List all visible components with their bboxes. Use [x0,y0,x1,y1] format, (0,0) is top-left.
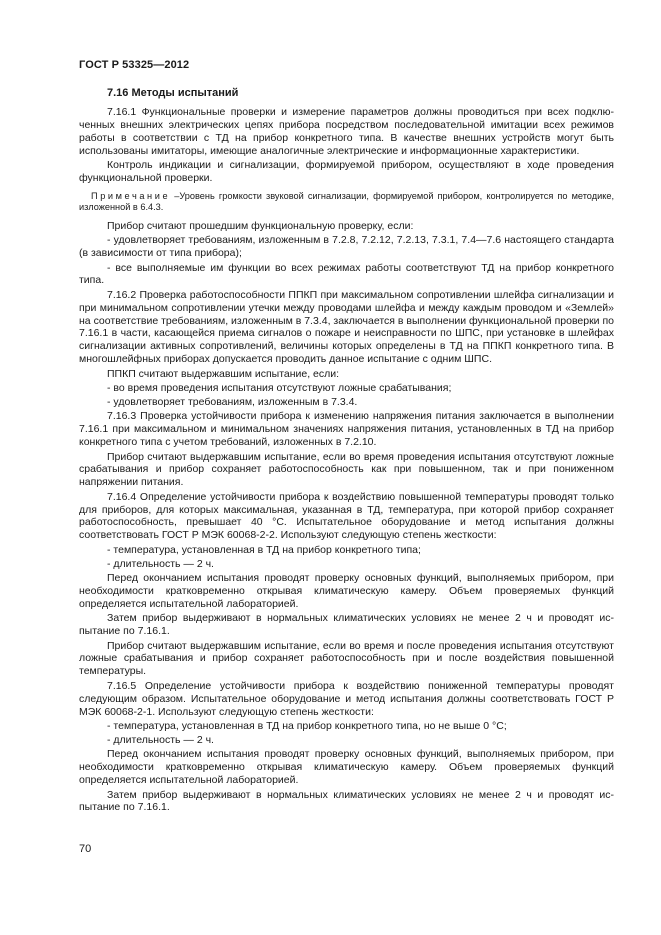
paragraph: 7.16.5 Определение устойчивости прибора к воздействию пониженной температуры проводят следующим образом. Испытательное оборудование и метод испытания должны соответствовать ГОСТ Р МЭК 60068-2-1. Используют следующую степень жесткости: [79,679,614,718]
section-title: 7.16 Методы испытаний [107,87,239,99]
paragraph: 7.16.2 Проверка работоспособности ППКП при максимальном сопротивлении шлейфа сигнализации и при минимальном сопротивлении утечки между проводами шлейфа и между каждым проводом и «Землей» на соответствие требованиям, изложенным в 7.3.4, заключается в выполнении функциональной проверки по 7.16.1 в части, касающейся приема сигналов о пожаре и неисправности по ШПС, при установке в шлейфах сигнализации активных сопротивлений, величины которых определены в ТД на ППКП конкретного типа. В многошлейфных приборах допускается проводить данное испытание с одним ШПС. [79,288,614,366]
list-item: - удовлетворяет требованиям, изложенным в 7.2.8, 7.2.12, 7.2.13, 7.3.1, 7.4—7.6 настоящего стандарта (в зависимости от типа прибора); [79,234,614,260]
document-body [79,106,614,816]
paragraph: Затем прибор выдерживают в нормальных климатических условиях не менее 2 ч и проводят испытание по 7.16.1. [79,612,614,638]
paragraph: Прибор считают выдержавшим испытание, если во время и после проведения испытания отсутствуют ложные срабатывания и прибор сохраняет работоспособность при и после воздействия повышенной температуры. [79,639,614,678]
note-text: –Уровень громкости звуковой сигнализации, формируемой прибором, контролируется по методике, изложенной в 6.4.3. [79,190,614,213]
paragraph: Перед окончанием испытания проводят проверку основных функций, выполняемых прибором, при необходимости кратковременно открывая климатическую камеру. Объем проверяемых функций определяется испытательной лабораторией. [79,748,614,787]
note-label: Примечание [91,190,171,201]
paragraph: Затем прибор выдерживают в нормальных климатических условиях не менее 2 ч и проводят испытание по 7.16.1. [79,788,614,814]
standard-header: ГОСТ Р 53325—2012 [79,59,190,71]
list-item: - длительность — 2 ч. [107,734,214,747]
list-item: - во время проведения испытания отсутствуют ложные срабатывания; [107,381,452,394]
list-item: - удовлетворяет требованиям, изложенным в 7.3.4. [107,396,358,409]
paragraph: Перед окончанием испытания проводят проверку основных функций, выполняемых прибором, при необходимости кратковременно открывая климатическую камеру. Объем проверяемых функций определяется испытательной лабораторией. [79,572,614,611]
paragraph: 7.16.4 Определение устойчивости прибора к воздействию повышенной температуры проводят только для приборов, для которых максимальная, указанная в ТД, температура, при которой прибор сохраняет работоспособность, превышает 40 °С. Испытательное оборудование и метод испытания должны соответствовать ГОСТ Р МЭК 60068-2-2. Используют следующую степень жесткости: [79,490,614,542]
paragraph: 7.16.3 Проверка устойчивости прибора к изменению напряжения питания заключается в выполнении 7.16.1 при максимальном и минимальном значениях напряжения питания, установленных в ТД на прибор конкретного типа с учетом требований, изложенных в 7.2.10. [79,410,614,449]
paragraph: Прибор считают выдержавшим испытание, если во время проведения испытания отсутствуют ложные срабатывания и прибор сохраняет работоспособность как при повышенном, так и при пониженном напряжении питания. [79,450,614,489]
paragraph: 7.16.1 Функциональные проверки и измерение параметров должны проводиться при всех подключенных внешних электрических цепях прибора посредством последовательной имитации всех режимов работы в соответствии с ТД на прибор конкретного типа. В качестве внешних устройств могут быть использованы имитаторы, имеющие аналогичные электрические и информационные характеристики. [79,106,614,157]
paragraph: Прибор считают прошедшим функциональную проверку, если: [107,220,414,233]
list-item: - температура, установленная в ТД на прибор конкретного типа; [107,543,421,556]
list-item: - длительность — 2 ч. [107,557,214,570]
list-item: - температура, установленная в ТД на прибор конкретного типа, но не выше 0 °С; [107,719,507,732]
paragraph: ППКП считают выдержавшим испытание, если: [107,367,340,380]
page-number: 70 [79,843,92,855]
note [79,191,614,214]
paragraph: Контроль индикации и сигнализации, формируемой прибором, осуществляют в ходе проведения функциональной проверки. [79,159,614,184]
list-item: - все выполняемые им функции во всех режимах работы соответствуют ТД на прибор конкретного типа. [79,261,614,287]
